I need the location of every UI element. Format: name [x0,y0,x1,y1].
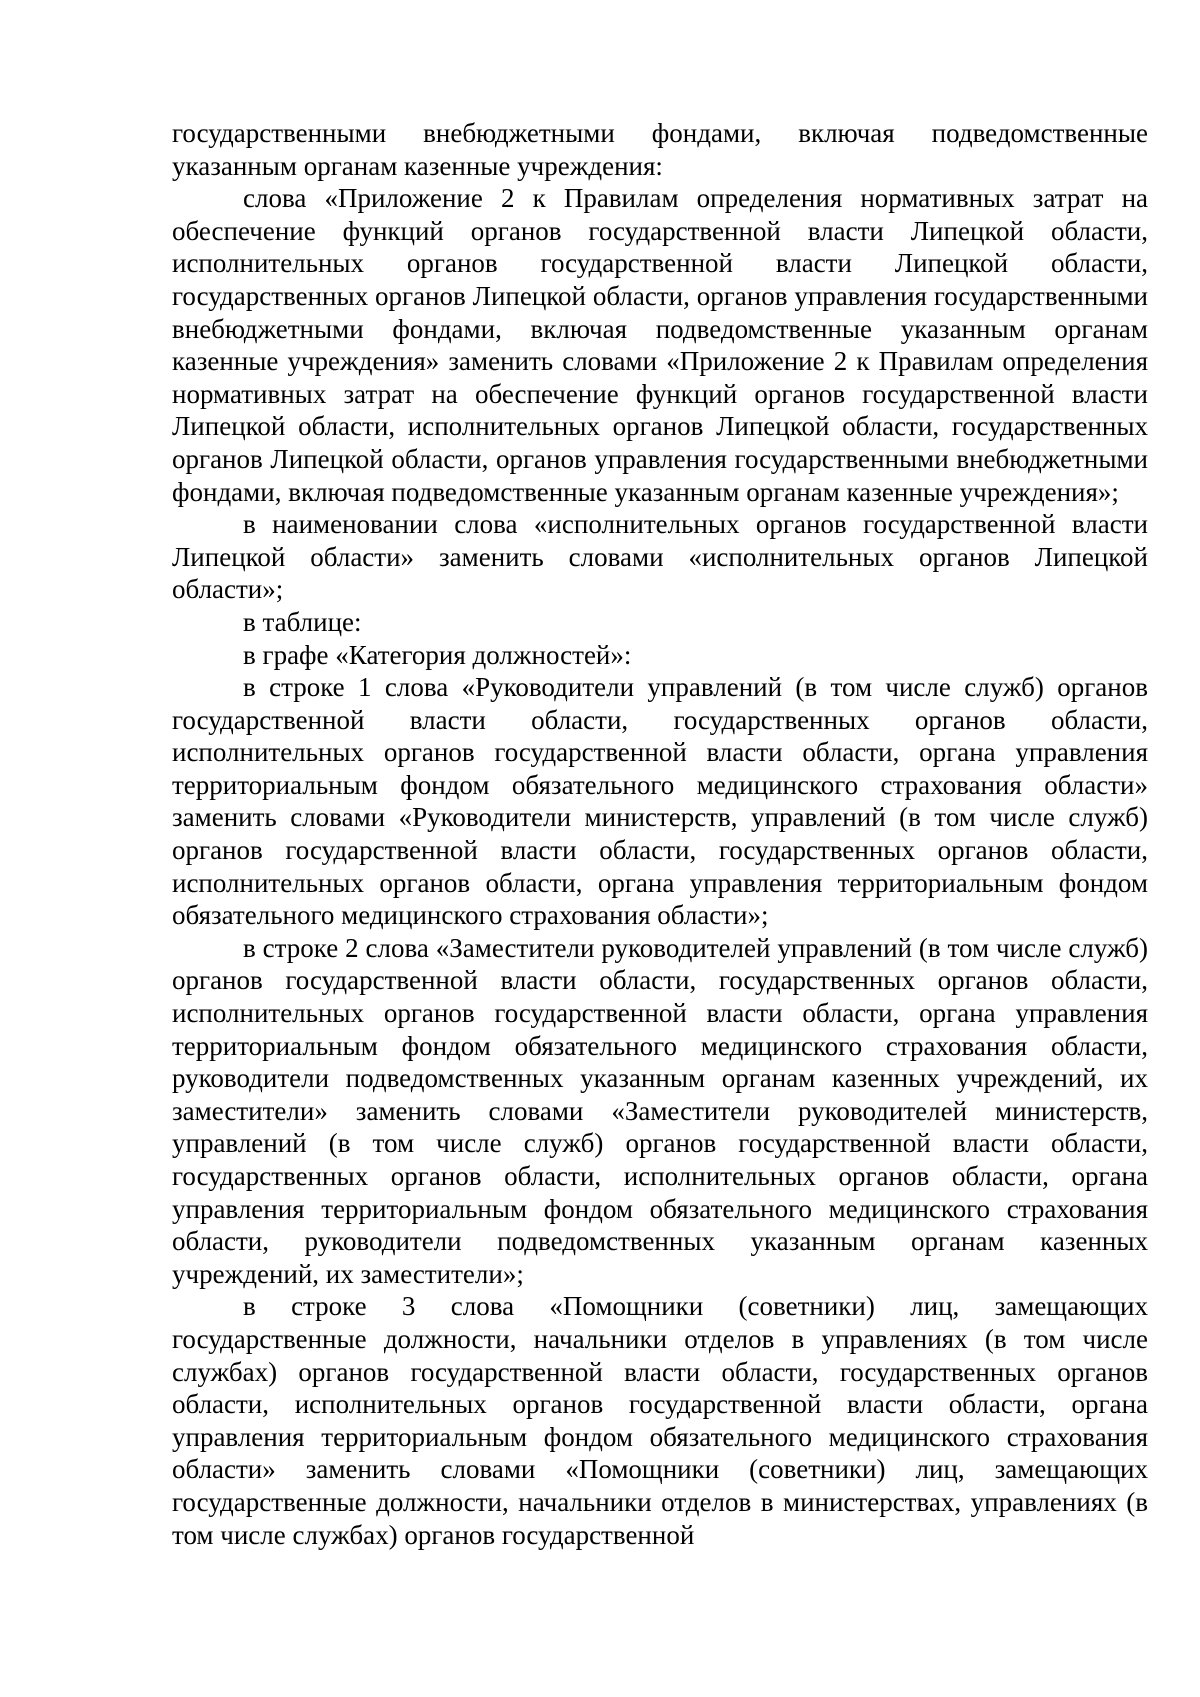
paragraph-continuation: государственными внебюджетными фондами, включая подведомственные указанным органам казенные учреждения: [172,118,1148,181]
paragraph-row-2: в строке 2 слова «Заместители руководителей управлений (в том числе служб) органов государственной власти области, государственных органов области, исполнительных органов государственной власти области, органа управления территориальным фондом обязательного медицинского страхования области, руководители подведомственных указанным органам казенных учреждений, их заместители» заменить словами «Заместители руководителей министерств, управлений (в том числе служб) органов государственной власти области, государственных органов области, исполнительных органов области, органа управления территориальным фондом обязательного медицинского страхования области, руководители подведомственных указанным органам казенных учреждений, их заместители»; [172,932,1148,1289]
paragraph-in-table: в таблице: [243,606,362,637]
paragraph-row-3: в строке 3 слова «Помощники (советники) лиц, замещающих государственные должности, начальники отделов в управлениях (в том числе службах) органов государственной власти области, государственных органов области, исполнительных органов государственной власти области, органа управления территориальным фондом обязательного медицинского страхования области» заменить словами «Помощники (советники) лиц, замещающих государственные должности, начальники отделов в министерствах, управлениях (в том числе службах) органов государственной [172,1291,1148,1550]
paragraph-appendix-2-replacement: слова «Приложение 2 к Правилам определения нормативных затрат на обеспечение функций органов государственной власти Липецкой области, исполнительных органов государственной власти Липецкой области, государственных органов Липецкой области, органов управления государственными внебюджетными фондами, включая подведомственные указанным органам казенные учреждения» заменить словами «Приложение 2 к Правилам определения нормативных затрат на обеспечение функций органов государственной власти Липецкой области, исполнительных органов Липецкой области, государственных органов Липецкой области, органов управления государственными внебюджетными фондами, включая подведомственные указанным органам казенные учреждения»; [172,183,1148,507]
paragraph-column-category: в графе «Категория должностей»: [243,639,632,670]
paragraph-title-replacement: в наименовании слова «исполнительных органов государственной власти Липецкой области» заменить словами «исполнительных органов Липецкой области»; [172,509,1148,605]
paragraph-row-1: в строке 1 слова «Руководители управлений (в том числе служб) органов государственной власти области, государственных органов области, исполнительных органов государственной власти области, органа управления территориальным фондом обязательного медицинского страхования области» заменить словами «Руководители министерств, управлений (в том числе служб) органов государственной власти области, государственных органов области, исполнительных органов области, органа управления территориальным фондом обязательного медицинского страхования области»; [172,672,1148,931]
document-page [172,117,1148,1551]
